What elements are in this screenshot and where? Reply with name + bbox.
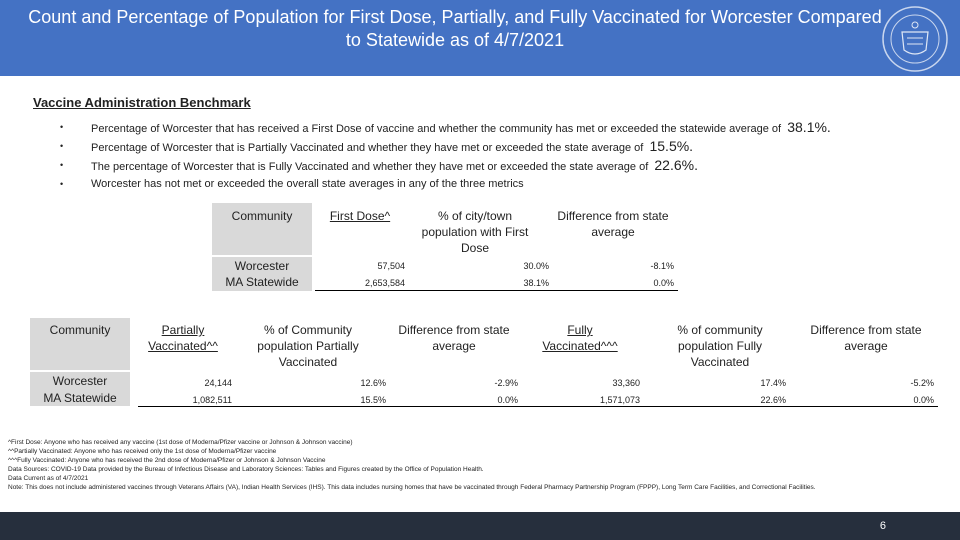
table1-header-pct: % of city/town population with First Dose (421, 209, 529, 255)
bullet-item (60, 156, 940, 175)
bullet-item (60, 137, 940, 156)
table2-header-partial-pct: % of Community population Partially Vaccinated (257, 323, 359, 369)
bullet-text: Percentage of Worcester that is Partially Vaccinated and whether they have met or exceeded the state average of (91, 142, 644, 154)
table2-header-partial: Partially Vaccinated^^ (148, 323, 218, 353)
footnote: Data Sources: COVID-19 Data provided by the Bureau of Infectious Disease and Laboratory Sciences: Tables and Figures created by the Office of Population Health. (8, 466, 484, 473)
table2-header-partial-diff: Difference from state average (398, 323, 510, 353)
bullet-item (60, 118, 940, 137)
footnote: ^^Partially Vaccinated: Anyone who has received only the 1st dose of Moderna/Pfizer vaccine (8, 448, 277, 455)
footer-bar (0, 512, 960, 540)
table2-cell: 1,571,073 (599, 395, 640, 405)
footnote: ^^^Fully Vaccinated: Anyone who has received the 2nd dose of Moderna/Pfizer or Johnson & Johnson Vaccine (8, 457, 326, 464)
bullet-list (60, 118, 940, 194)
table2-row-community: Worcester (52, 374, 108, 388)
bullet-value: 22.6%. (654, 157, 698, 173)
table-rule (138, 406, 938, 407)
table2-header-full-pct: % of community population Fully Vaccinated (677, 323, 763, 369)
table2-cell: 17.4% (760, 378, 786, 388)
table1-cell: 0.0% (653, 278, 674, 288)
title-bar (0, 0, 960, 76)
table2-header-full-diff: Difference from state average (810, 323, 922, 353)
table1-header-community: Community (231, 209, 293, 223)
table2-header-full: Fully Vaccinated^^^ (542, 323, 618, 353)
table1-header-diff: Difference from state average (557, 209, 669, 239)
table2-cell: 22.6% (760, 395, 786, 405)
bullet-icon: • (60, 160, 64, 170)
table1-row-community: Worcester (234, 259, 290, 273)
page-title: Count and Percentage of Population for First Dose, Partially, and Fully Vaccinated for Worcester Compared to Statewide as of 4/7/2021 (28, 7, 882, 50)
bullet-item (60, 175, 940, 194)
city-seal-icon (880, 4, 950, 74)
table1-header-first-dose: First Dose^ (329, 209, 391, 223)
bullet-value: 15.5%. (649, 138, 694, 154)
table-rule (315, 290, 678, 291)
table1-cell: 30.0% (523, 261, 549, 271)
table2-row-community: MA Statewide (43, 391, 117, 405)
bullet-text: Percentage of Worcester that has received a First Dose of vaccine and whether the community has met or exceeded the statewide average of (91, 123, 782, 135)
footnote: ^First Dose: Anyone who has received any vaccine (1st dose of Moderna/Pfizer vaccine or Johnson & Johnson vaccine) (8, 439, 353, 446)
bullet-icon: • (60, 179, 64, 189)
bullet-value: 38.1%. (787, 119, 831, 135)
footnotes (8, 438, 948, 492)
table2-header-community: Community (49, 323, 111, 337)
table2-cell: 0.0% (497, 395, 518, 405)
table2-cell: 0.0% (913, 395, 934, 405)
table2-cell: -2.9% (494, 378, 518, 388)
table2-cell: 12.6% (360, 378, 386, 388)
footnote: Data Current as of 4/7/2021 (8, 475, 89, 482)
table1-cell: 57,504 (377, 261, 405, 271)
section-heading: Vaccine Administration Benchmark (33, 95, 251, 110)
table1-cell: -8.1% (650, 261, 674, 271)
table1-cell: 38.1% (523, 278, 549, 288)
bullet-text: Worcester has not met or exceeded the overall state averages in any of the three metrics (91, 178, 524, 190)
table2-cell: 24,144 (204, 378, 232, 388)
table2-cell: -5.2% (910, 378, 934, 388)
bullet-icon: • (60, 122, 64, 132)
table2-cell: 15.5% (360, 395, 386, 405)
footnote: Note: This does not include administered vaccines through Veterans Affairs (VA), Indian Health Services (IHS). This data includes nursing homes that have be vaccinated through Federal Pharmacy Partnership Program (FPPP), Long Term Care Facilities, and Correctional Facilities. (8, 484, 816, 491)
table2-cell: 33,360 (612, 378, 640, 388)
table1-row-community: MA Statewide (225, 275, 299, 289)
bullet-icon: • (60, 141, 64, 151)
page-number: 6 (879, 520, 886, 532)
table2-cell: 1,082,511 (192, 395, 232, 405)
bullet-text: The percentage of Worcester that is Fully Vaccinated and whether they have met or exceeded the state average of (91, 161, 649, 173)
table1-cell: 2,653,584 (364, 278, 405, 288)
